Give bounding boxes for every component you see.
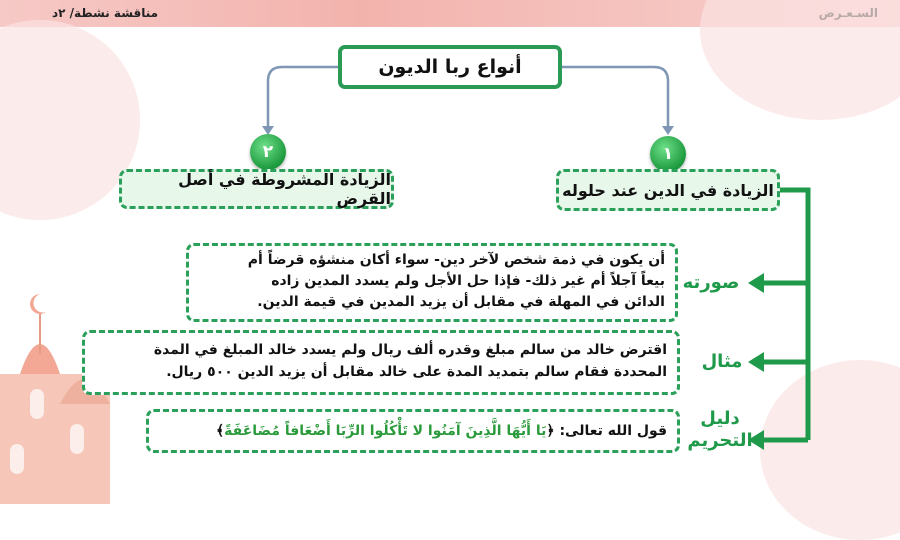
evidence-suffix: ﴾ xyxy=(215,422,225,439)
label-evidence-line1: دليل xyxy=(700,408,740,429)
evidence-box xyxy=(146,409,680,453)
evidence-prefix: قول الله تعالى: ﴿ xyxy=(546,422,667,439)
badge-1: ١ xyxy=(650,136,686,172)
label-evidence xyxy=(680,408,760,452)
example-box xyxy=(82,330,680,395)
description-line: أن يكون في ذمة شخص لآخر دين- سواء أكان منشؤه قرضاً أم xyxy=(247,252,665,268)
description-line: الدائن في المهلة في مقابل أن يزيد المدين في قيمة الدين. xyxy=(257,294,665,310)
type-box-2: الزيادة المشروطة في أصل القرض xyxy=(119,169,394,209)
activity-label: مناقشة نشطة/ ٢د xyxy=(52,6,159,20)
type-box-1: الزيادة في الدين عند حلوله xyxy=(556,169,780,211)
diagram-title: أنواع ربا الديون xyxy=(338,45,562,89)
description-line: بيعاً آجلاً أم غير ذلك- فإذا حل الأجل ولم يسدد المدين زاده xyxy=(271,273,665,289)
description-box xyxy=(186,243,678,322)
example-line: اقترض خالد من سالم مبلغ وقدره ألف ريال ولم يسدد خالد المبلغ في المدة xyxy=(153,342,667,358)
label-evidence-line2: التحريم xyxy=(687,430,753,451)
badge-2: ٢ xyxy=(250,134,286,170)
label-example: مثال xyxy=(701,351,743,372)
label-description: صورته xyxy=(682,272,740,293)
example-line: المحددة فقام سالم بتمديد المدة على خالد مقابل أن يزيد الدين ٥٠٠ ريال. xyxy=(166,364,667,380)
quran-verse: يَا أَيُّهَا الَّذِينَ آمَنُوا لا تَأْكُلُوا الرِّبَا أَضْعَافاً مُضَاعَفَةً xyxy=(224,422,547,439)
